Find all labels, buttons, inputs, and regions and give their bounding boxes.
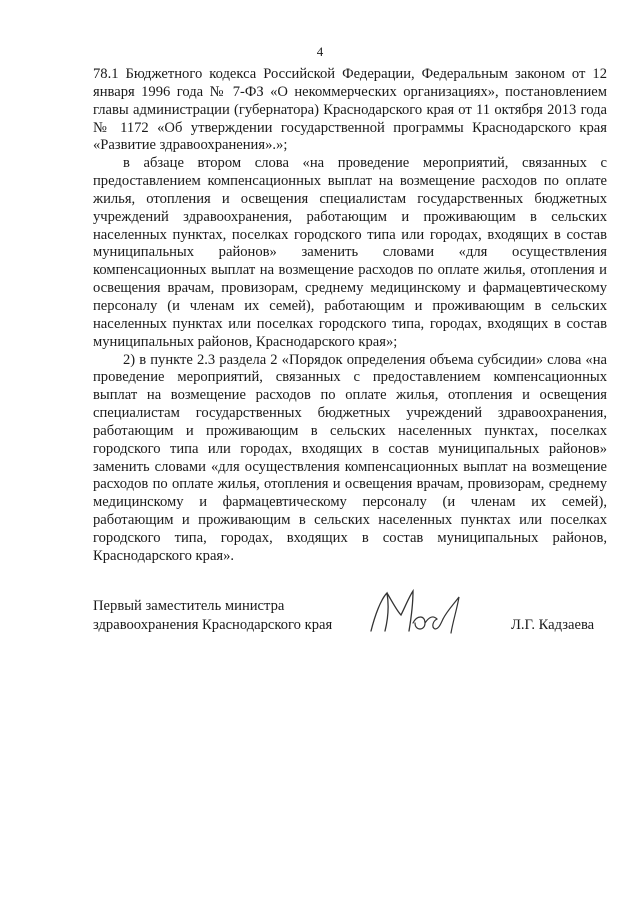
paragraph-point-2: 2) в пункте 2.3 раздела 2 «Порядок определения объема субсидии» слова «на проведение мероприятий, связанных с предоставлением компенсационных выплат на возмещение расходов по оплате жилья, отопления и освещения специалистам государственных бюджетных учреждений здравоохранения, работающим и проживающим в сельских населенных пунктах, поселках городского типа или городах, входящих в состав муниципальных районов» заменить словами «для осуществления компенсационных выплат на возмещение расходов по оплате жилья, отопления и освещения врачам, провизорам, среднему медицинскому и фармацевтическому персоналу (и членам их семей), работающим и проживающим в сельских населенных пунктах или поселках городского типа, городах, входящих в состав муниципальных районов, Краснодарского края».: [93, 351, 607, 564]
signature-block: [93, 597, 607, 657]
signer-title: [93, 597, 332, 635]
signer-name: Л.Г. Кадзаева: [511, 617, 595, 633]
signer-title-line-1: Первый заместитель министра: [93, 598, 285, 614]
page-number: 4: [316, 44, 324, 59]
paragraph-continuation: 78.1 Бюджетного кодекса Российской Федерации, Федеральным законом от 12 января 1996 года № 7-ФЗ «О некоммерческих организациях», постановлением главы администрации (губернатора) Краснодарского края от 11 октября 2013 года № 1172 «Об утверждении государственной программы Краснодарского края «Развитие здравоохранения».»;: [93, 66, 607, 154]
document-body: [93, 66, 607, 566]
signer-title-line-2: здравоохранения Краснодарского края: [93, 617, 333, 633]
paragraph-second-abzac: в абзаце втором слова «на проведение мероприятий, связанных с предоставлением компенсационных выплат на возмещение расходов по оплате жилья, отопления и освещения специалистам государственных бюджетных учреждений здравоохранения, работающим и проживающим в сельских населенных пунктах, поселках городского типа или городах, входящих в состав муниципальных районов» заменить словами «для осуществления компенсационных выплат на возмещение расходов по оплате жилья, отопления и освещения врачам, провизорам, среднему медицинскому и фармацевтическому персоналу (и членам их семей), работающим и проживающим в сельских населенных пунктах или поселках городского типа, городах, входящих в состав муниципальных районов, Краснодарского края»;: [93, 155, 607, 350]
handwritten-signature: [361, 585, 477, 645]
